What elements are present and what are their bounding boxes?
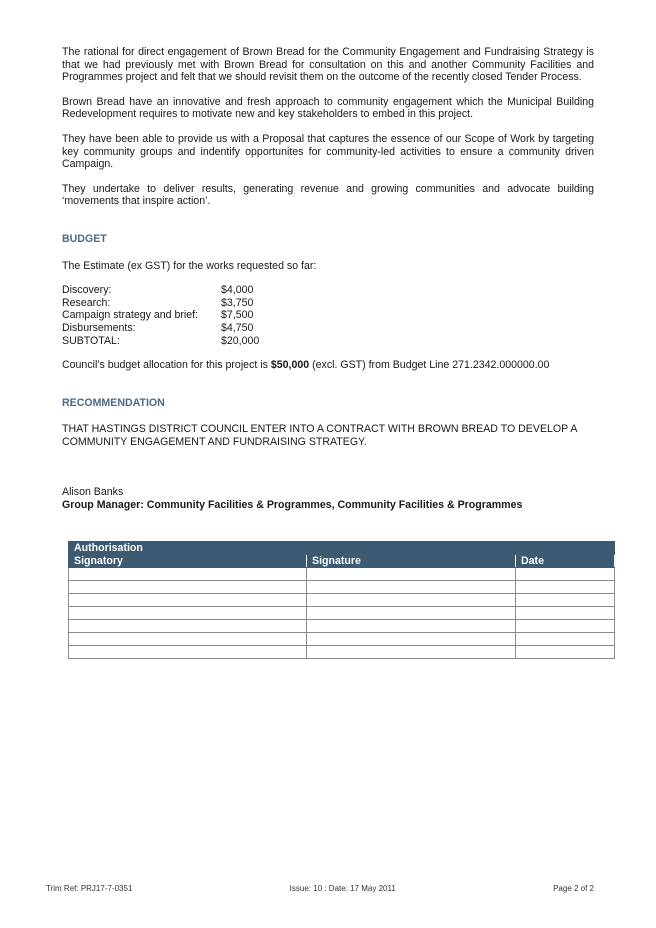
document-body bbox=[62, 46, 594, 512]
signoff-title: Group Manager: Community Facilities & Programmes, Community Facilities & Programmes bbox=[62, 499, 523, 512]
budget-value: $20,000 bbox=[221, 334, 260, 347]
page-number: Page 2 of 2 bbox=[553, 884, 594, 893]
recommendation-text: THAT HASTINGS DISTRICT COUNCIL ENTER INTO A CONTRACT WITH BROWN BREAD TO DEVELOP A COMMUNITY ENGAGEMENT AND FUNDRAISING STRATEGY. bbox=[62, 423, 577, 448]
budget-row-campaign bbox=[62, 309, 594, 322]
signatory-cell[interactable] bbox=[69, 581, 307, 594]
budget-label: Disbursements: bbox=[62, 321, 136, 334]
signatory-cell[interactable] bbox=[69, 646, 307, 659]
signatory-cell[interactable] bbox=[69, 607, 307, 620]
table-row bbox=[69, 568, 615, 581]
date-cell[interactable] bbox=[516, 620, 615, 633]
budget-row-disbursements bbox=[62, 322, 594, 335]
authorisation-title: Authorisation bbox=[69, 542, 615, 555]
issue-date: Issue: 10 : Date: 17 May 2011 bbox=[289, 884, 396, 893]
signoff-name: Alison Banks bbox=[62, 486, 124, 499]
paragraph-proposal: They have been able to provide us with a Proposal that captures the essence of our Scope of Work by targeting key community groups and indentify opportunites for community-led activities to ensure a community driven Campaign. bbox=[62, 132, 594, 171]
column-date: Date bbox=[516, 555, 615, 568]
signature-cell[interactable] bbox=[307, 594, 516, 607]
budget-heading: BUDGET bbox=[62, 232, 107, 245]
date-cell[interactable] bbox=[516, 607, 615, 620]
table-row bbox=[69, 646, 615, 659]
budget-value: $7,500 bbox=[221, 309, 254, 322]
column-signature: Signature bbox=[307, 555, 516, 568]
budget-row-subtotal bbox=[62, 335, 594, 348]
paragraph-results: They undertake to deliver results, generating revenue and growing communities and advocate building ‘movements that inspire action’. bbox=[62, 182, 594, 208]
signatory-cell[interactable] bbox=[69, 620, 307, 633]
budget-intro: The Estimate (ex GST) for the works requested so far: bbox=[62, 259, 317, 272]
paragraph-rationale: The rational for direct engagement of Brown Bread for the Community Engagement and Fundraising Strategy is that we had previously met with Brown Bread for consultation on this and another Community Facilities and Programmes project and felt that we should revisit them on the outcome of the recently closed Tender Process. bbox=[62, 46, 594, 84]
signatory-cell[interactable] bbox=[69, 594, 307, 607]
budget-label: Discovery: bbox=[62, 284, 112, 297]
budget-label: Research: bbox=[62, 296, 111, 309]
signature-cell[interactable] bbox=[307, 646, 516, 659]
page-footer bbox=[46, 884, 594, 893]
table-row bbox=[69, 581, 615, 594]
signatory-cell[interactable] bbox=[69, 633, 307, 646]
budget-list bbox=[62, 284, 594, 347]
date-cell[interactable] bbox=[516, 633, 615, 646]
signature-cell[interactable] bbox=[307, 607, 516, 620]
allocation-prefix: Council’s budget allocation for this project is bbox=[62, 359, 271, 372]
allocation-amount: $50,000 bbox=[270, 359, 310, 372]
recommendation-heading: RECOMMENDATION bbox=[62, 396, 165, 409]
date-cell[interactable] bbox=[516, 646, 615, 659]
trim-ref: Trim Ref: PRJ17-7-0351 bbox=[46, 884, 133, 893]
budget-label: SUBTOTAL: bbox=[62, 334, 120, 347]
budget-value: $4,750 bbox=[221, 321, 254, 334]
table-row bbox=[69, 633, 615, 646]
signature-cell[interactable] bbox=[307, 633, 516, 646]
budget-row-research bbox=[62, 297, 594, 310]
budget-value: $3,750 bbox=[221, 296, 254, 309]
paragraph-approach: Brown Bread have an innovative and fresh approach to community engagement which the Municipal Building Redevelopment requires to motivate new and key stakeholders to embed in this project. bbox=[62, 95, 594, 121]
column-signatory: Signatory bbox=[69, 555, 307, 568]
allocation-suffix: (excl. GST) from Budget Line 271.2342.000000.00 bbox=[309, 359, 550, 372]
date-cell[interactable] bbox=[516, 594, 615, 607]
signature-cell[interactable] bbox=[307, 620, 516, 633]
table-row bbox=[69, 607, 615, 620]
signature-cell[interactable] bbox=[307, 581, 516, 594]
budget-allocation bbox=[62, 359, 594, 372]
budget-label: Campaign strategy and brief: bbox=[62, 309, 199, 322]
date-cell[interactable] bbox=[516, 581, 615, 594]
table-row bbox=[69, 594, 615, 607]
signatory-cell[interactable] bbox=[69, 568, 307, 581]
table-row bbox=[69, 620, 615, 633]
authorisation-table bbox=[68, 541, 615, 659]
budget-value: $4,000 bbox=[221, 284, 254, 297]
signature-cell[interactable] bbox=[307, 568, 516, 581]
date-cell[interactable] bbox=[516, 568, 615, 581]
budget-row-discovery bbox=[62, 284, 594, 297]
